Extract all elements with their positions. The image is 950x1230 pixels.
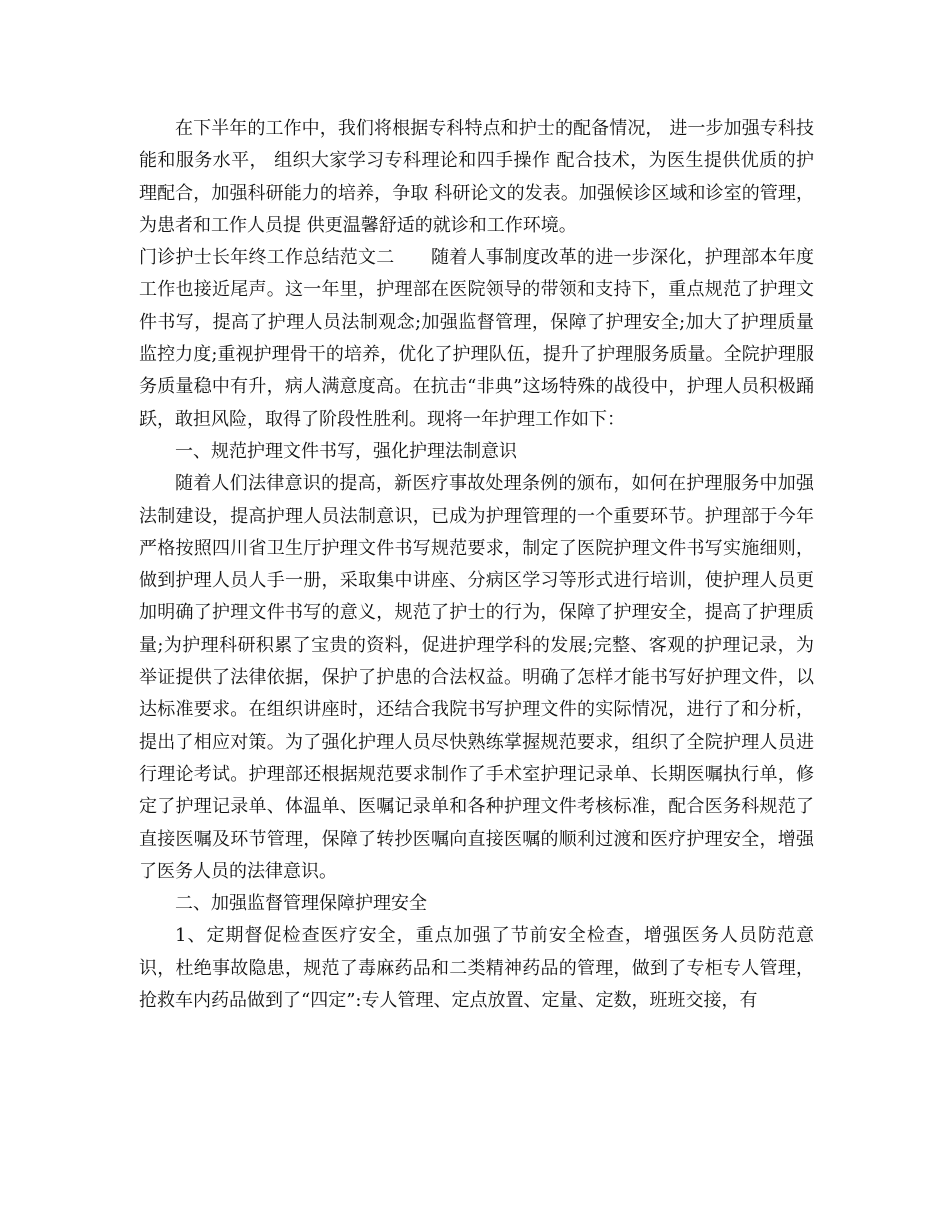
section-heading-1: 一、规范护理文件书写，强化护理法制意识 xyxy=(175,440,517,462)
document-body xyxy=(139,113,814,1017)
paragraph-section-2-item-1: 1、定期督促检查医疗安全，重点加强了节前安全检查，增强医务人员防范意识，杜绝事故隐患，规范了毒麻药品和二类精神药品的管理，做到了专柜专人管理，抢救车内药品做到了“四定”:专人管理、定点放置、定量、定数，班班交接，有 xyxy=(139,925,814,1012)
section-heading-2: 二、加强监督管理保障护理安全 xyxy=(175,893,427,915)
paragraph-title-and-intro: 门诊护士长年终工作总结范文二 随着人事制度改革的进一步深化，护理部本年度工作也接近尾声。这一年里，护理部在医院领导的带领和支持下，重点规范了护理文件书写，提高了护理人员法制观念;加强监督管理，保障了护理安全;加大了护理质量监控力度;重视护理骨干的培养，优化了护理队伍，提升了护理服务质量。全院护理服务质量稳中有升，病人满意度高。在抗击“非典”这场特殊的战役中，护理人员积极踊跃，敢担风险，取得了阶段性胜利。现将一年护理工作如下： xyxy=(139,247,814,430)
paragraph-section-1-body: 随着人们法律意识的提高，新医疗事故处理条例的颁布，如何在护理服务中加强法制建设，提高护理人员法制意识，已成为护理管理的一个重要环节。护理部于今年严格按照四川省卫生厅护理文件书写规范要求，制定了医院护理文件书写实施细则，做到护理人员人手一册，采取集中讲座、分病区学习等形式进行培训，使护理人员更加明确了护理文件书写的意义，规范了护士的行为，保障了护理安全，提高了护理质量;为护理科研积累了宝贵的资料，促进护理学科的发展;完整、客观的护理记录，为举证提供了法律依据，保护了护患的合法权益。明确了怎样才能书写好护理文件，以达标准要求。在组织讲座时，还结合我院书写护理文件的实际情况，进行了和分析，提出了相应对策。为了强化护理人员尽快熟练掌握规范要求，组织了全院护理人员进行理论考试。护理部还根据规范要求制作了手术室护理记录单、长期医嘱执行单，修定了护理记录单、体温单、医嘱记录单和各种护理文件考核标准，配合医务科规范了直接医嘱及环节管理，保障了转抄医嘱向直接医嘱的顺利过渡和医疗护理安全，增强了医务人员的法律意识。 xyxy=(139,473,814,882)
paragraph-plan-second-half: 在下半年的工作中，我们将根据专科特点和护士的配备情况， 进一步加强专科技能和服务水平， 组织大家学习专科理论和四手操作 配合技术，为医生提供优质的护理配合，加强科研能力的培养，争取 科研论文的发表。加强候诊区域和诊室的管理，为患者和工作人员提 供更温馨舒适的就诊和工作环境。 xyxy=(139,118,814,236)
